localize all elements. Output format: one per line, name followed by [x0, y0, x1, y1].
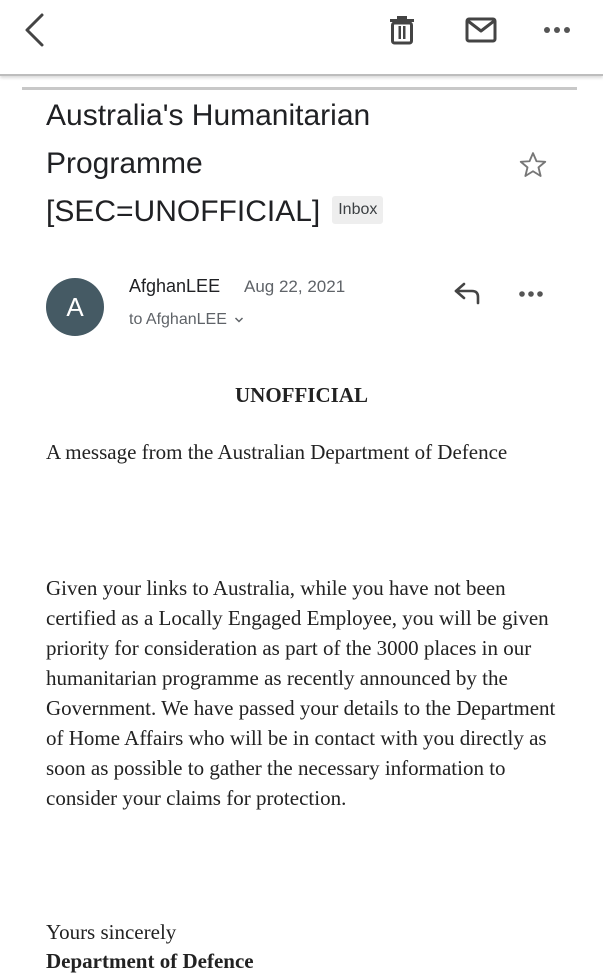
message-more-button[interactable] — [518, 280, 556, 310]
email-subject — [46, 92, 486, 236]
chevron-down-icon — [231, 313, 244, 327]
body-signature: Department of Defence — [46, 949, 254, 973]
star-button[interactable] — [518, 150, 552, 184]
sender-name: AfghanLEE — [129, 276, 221, 296]
star-icon — [518, 150, 552, 180]
body-closing: Yours sincerely — [46, 920, 177, 944]
subject-line-2: Programme — [46, 147, 203, 180]
mail-icon — [465, 17, 497, 43]
mark-unread-button[interactable] — [460, 10, 502, 50]
classification-text: UNOFFICIAL — [234, 383, 368, 407]
recipient-details-toggle[interactable] — [129, 311, 244, 329]
header-divider — [22, 87, 577, 90]
more-horizontal-icon — [518, 280, 556, 308]
trash-icon — [389, 15, 415, 45]
email-toolbar — [0, 0, 603, 76]
chevron-left-icon — [22, 12, 46, 48]
subject-line-3-text: [SEC=UNOFFICIAL] — [46, 195, 321, 228]
security-classification — [0, 383, 603, 408]
delete-button[interactable] — [382, 10, 422, 50]
more-horizontal-icon — [543, 26, 571, 34]
reply-icon — [452, 280, 490, 308]
subject-line-3 — [46, 188, 486, 236]
more-options-button[interactable] — [536, 10, 578, 50]
subject-line-1: Australia's Humanitarian — [46, 99, 371, 132]
sent-date: Aug 22, 2021 — [244, 277, 346, 296]
sender-avatar[interactable] — [46, 278, 104, 336]
back-button[interactable] — [14, 10, 54, 50]
body-paragraph: Given your links to Australia, while you have not been certified as a Locally Engaged Employee, you will be given priority for consideration as part of the 3000 places in our humanitarian programme as recently announced by the Government. We have passed your details to the Department of Home Affairs who will be in contact with you directly as soon as possible to gather the necessary information to consider your claims for protection. — [46, 576, 556, 810]
body-intro: A message from the Australian Department of Defence — [46, 440, 508, 464]
reply-button[interactable] — [452, 280, 490, 310]
avatar-letter: A — [66, 291, 84, 322]
inbox-label-badge[interactable]: Inbox — [332, 196, 383, 224]
recipient-text: to AfghanLEE — [129, 311, 227, 328]
